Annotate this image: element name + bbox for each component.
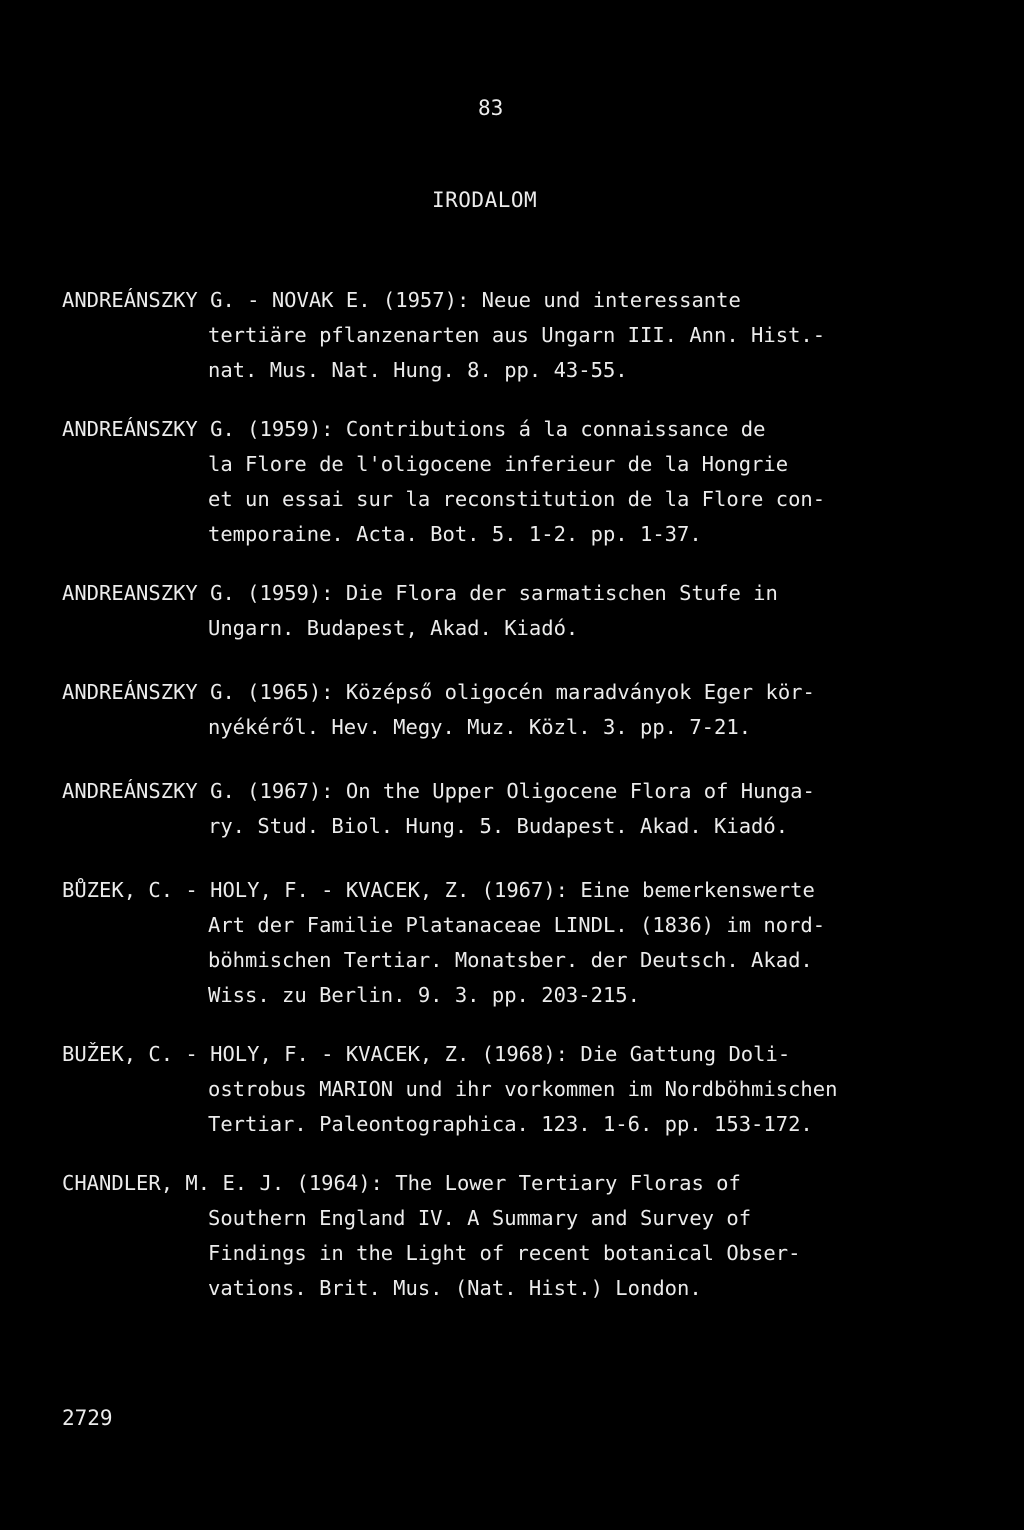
reference-line: ANDREÁNSZKY G. (1959): Contributions á la connaissance de	[62, 417, 766, 441]
reference-entry	[62, 283, 962, 388]
reference-line: vations. Brit. Mus. (Nat. Hist.) London.	[208, 1276, 702, 1300]
reference-line: et un essai sur la reconstitution de la Flore con-	[208, 487, 826, 511]
footer-number: 2729	[62, 1406, 113, 1430]
reference-line: ANDREÁNSZKY G. (1967): On the Upper Oligocene Flora of Hunga-	[62, 779, 815, 803]
reference-line: Tertiar. Paleontographica. 123. 1-6. pp. 153-172.	[208, 1112, 813, 1136]
reference-entry	[62, 873, 962, 1013]
reference-entry	[62, 675, 962, 745]
reference-line: ostrobus MARION und ihr vorkommen im Nordböhmischen	[208, 1077, 838, 1101]
reference-line: Wiss. zu Berlin. 9. 3. pp. 203-215.	[208, 983, 640, 1007]
reference-entry	[62, 1166, 962, 1306]
reference-entry	[62, 412, 962, 552]
reference-line: ANDREÁNSZKY G. - NOVAK E. (1957): Neue und interessante	[62, 288, 741, 312]
reference-line: BŮZEK, C. - HOLY, F. - KVACEK, Z. (1967): Eine bemerkenswerte	[62, 878, 815, 902]
reference-entry	[62, 774, 962, 844]
reference-entry	[62, 1037, 962, 1142]
reference-line: BUŽEK, C. - HOLY, F. - KVACEK, Z. (1968): Die Gattung Doli-	[62, 1042, 791, 1066]
reference-line: ANDREÁNSZKY G. (1965): Középső oligocén maradványok Eger kör-	[62, 680, 815, 704]
reference-line: temporaine. Acta. Bot. 5. 1-2. pp. 1-37.	[208, 522, 702, 546]
reference-line: la Flore de l'oligocene inferieur de la Hongrie	[208, 452, 789, 476]
reference-line: nat. Mus. Nat. Hung. 8. pp. 43-55.	[208, 358, 628, 382]
reference-line: ANDREANSZKY G. (1959): Die Flora der sarmatischen Stufe in	[62, 581, 778, 605]
reference-line: nyékéről. Hev. Megy. Muz. Közl. 3. pp. 7-21.	[208, 715, 752, 739]
reference-entry	[62, 576, 962, 646]
section-title: IRODALOM	[432, 188, 538, 212]
reference-line: Southern England IV. A Summary and Survey of	[208, 1206, 752, 1230]
reference-line: Findings in the Light of recent botanical Obser-	[208, 1241, 801, 1265]
reference-line: ry. Stud. Biol. Hung. 5. Budapest. Akad. Kiadó.	[208, 814, 789, 838]
reference-line: CHANDLER, M. E. J. (1964): The Lower Tertiary Floras of	[62, 1171, 741, 1195]
reference-line: Ungarn. Budapest, Akad. Kiadó.	[208, 616, 579, 640]
page-number: 83	[478, 96, 504, 120]
reference-line: tertiäre pflanzenarten aus Ungarn III. Ann. Hist.-	[208, 323, 826, 347]
reference-line: böhmischen Tertiar. Monatsber. der Deutsch. Akad.	[208, 948, 813, 972]
reference-line: Art der Familie Platanaceae LINDL. (1836) im nord-	[208, 913, 826, 937]
